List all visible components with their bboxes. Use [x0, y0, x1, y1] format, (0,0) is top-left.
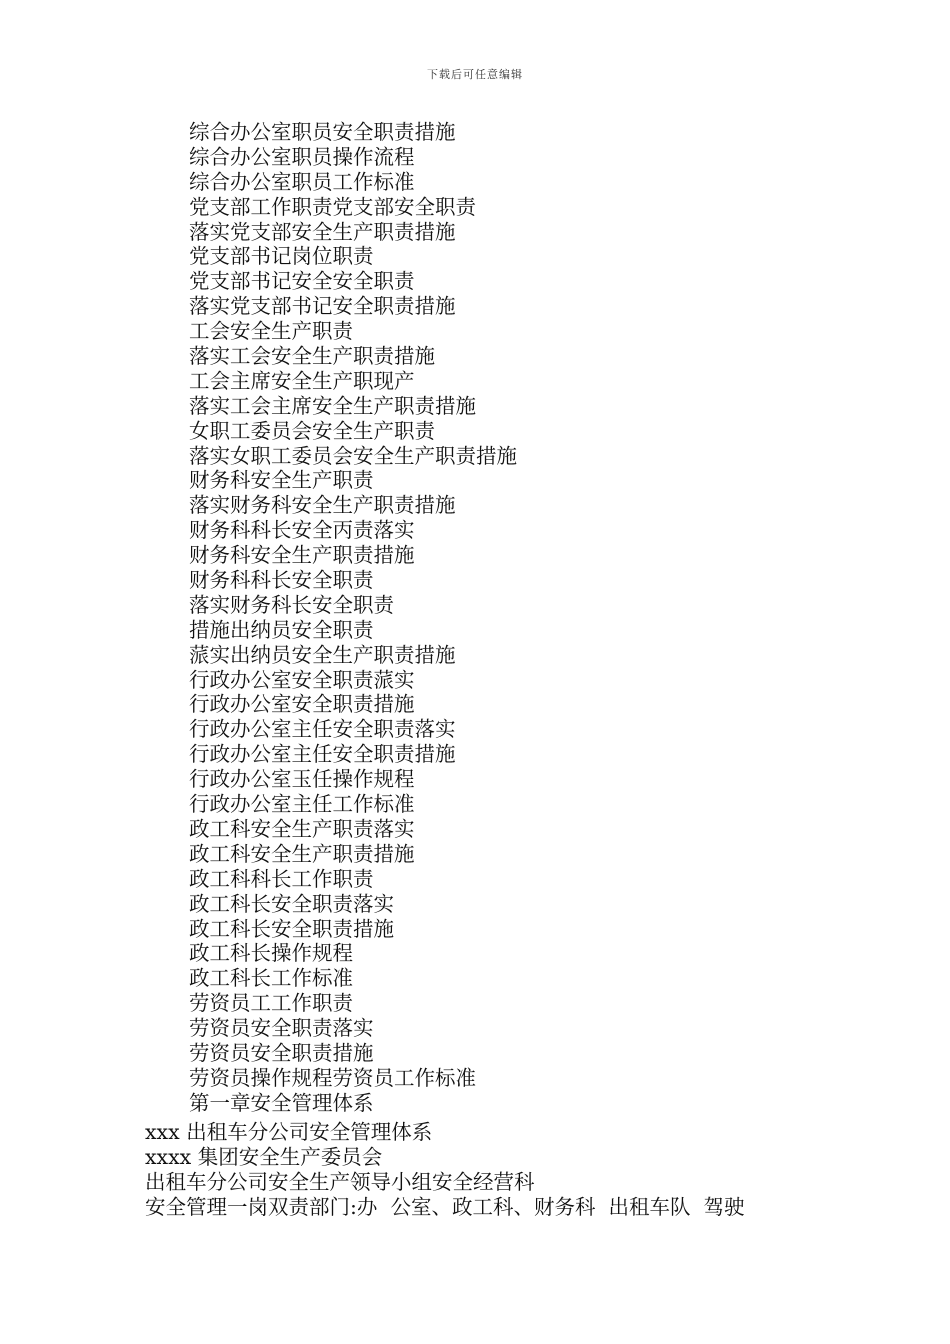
- toc-item: 综合办公室职员操作流程: [189, 144, 415, 169]
- toc-item: 行政办公室主任工作标准: [189, 792, 415, 817]
- toc-item: 落实工会安全生产职责措施: [189, 344, 435, 369]
- toc-item: 党支部工作职责党支部安全职责: [189, 194, 476, 219]
- toc-item: 蒎实出纳员安全生产职责措施: [189, 642, 456, 667]
- toc-item: 党支部书记岗位职责: [189, 244, 374, 269]
- toc-item: 财务科安全生产职责措施: [189, 543, 415, 568]
- page-header: 下载后可任意编辑: [427, 68, 523, 81]
- toc-item: 劳资员安全职责落实: [189, 1016, 374, 1041]
- toc-item: 落实财务科长安全职责: [189, 592, 394, 617]
- toc-item: 工会主席安全生产职现产: [189, 368, 415, 393]
- toc-item: 措施出纳员安全职责: [189, 617, 374, 642]
- toc-item: 落实党支部安全生产职责措施: [189, 219, 456, 244]
- toc-item: 行政办公室主任安全职责措施: [189, 742, 456, 767]
- toc-item: 财务科科长安全丙责落实: [189, 518, 415, 543]
- toc-item: 落实财务科安全生产职责措施: [189, 493, 456, 518]
- body-line: xxx 出租车分公司安全管理体系: [145, 1120, 433, 1144]
- body-line: xxxx 集团安全生产委员会: [145, 1144, 383, 1169]
- toc-item: 财务科安全生产职责: [189, 468, 374, 493]
- toc-item: 劳资员操作规程劳资员工作标准: [189, 1065, 476, 1090]
- toc-item: 劳资员工工作职责: [189, 991, 353, 1016]
- toc-list: [189, 120, 517, 1116]
- toc-item: 行政办公室安全职责措施: [189, 692, 415, 717]
- toc-item: 落实工会主席安全生产职责措施: [189, 393, 476, 418]
- toc-item: 工会安全生产职责: [189, 319, 353, 344]
- body-line: 出租车分公司安全生产领导小组安全经营科: [145, 1169, 535, 1194]
- toc-item: 综合办公室职员安全职责措施: [189, 120, 456, 144]
- toc-item: 政工科长工作标准: [189, 966, 353, 991]
- toc-item: 落实党支部书记安全职责措施: [189, 294, 456, 319]
- toc-item: 第一章安全管理体系: [189, 1090, 374, 1115]
- toc-item: 政工科安全生产职责落实: [189, 816, 415, 841]
- toc-item: 落实女职工委员会安全生产职责措施: [189, 443, 517, 468]
- toc-item: 行政办公室安全职责蒎实: [189, 667, 415, 692]
- toc-item: 党支部书记安全安全职责: [189, 269, 415, 294]
- toc-item: 女职工委员会安全生产职责: [189, 418, 435, 443]
- toc-item: 财务科科长安全职责: [189, 568, 374, 593]
- toc-item: 政工科长安全职责措施: [189, 916, 394, 941]
- toc-item: 政工科安全生产职责措施: [189, 841, 415, 866]
- body-line: 安全管理一岗双责部门:办 公室、政工科、财务科 出租车队 驾驶: [145, 1194, 745, 1219]
- body-text: [145, 1120, 745, 1220]
- toc-item: 政工科科长工作职责: [189, 866, 374, 891]
- toc-item: 劳资员安全职责措施: [189, 1040, 374, 1065]
- toc-item: 行政办公室玉任操作规程: [189, 767, 415, 792]
- toc-item: 综合办公室职员工作标准: [189, 169, 415, 194]
- toc-item: 政工科长操作规程: [189, 941, 353, 966]
- toc-item: 行政办公室主任安全职责落实: [189, 717, 456, 742]
- toc-item: 政工科长安全职责落实: [189, 891, 394, 916]
